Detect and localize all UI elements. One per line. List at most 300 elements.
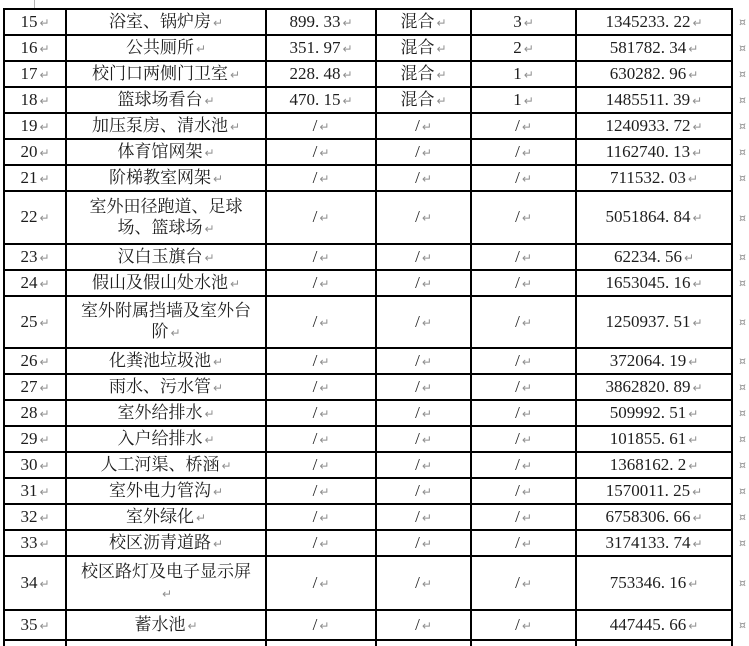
cell-floors[interactable] <box>470 505 575 529</box>
cell-name[interactable] <box>65 479 265 503</box>
cell-no[interactable] <box>3 349 65 373</box>
row-end-mark: ¤ <box>739 67 746 81</box>
paragraph-mark: ↵ <box>39 276 50 291</box>
no-text: 25 <box>20 311 38 331</box>
paragraph-mark: ↵ <box>692 15 703 30</box>
cell-content <box>20 167 49 190</box>
row-end-mark: ¤ <box>739 458 746 472</box>
cell-no[interactable] <box>3 62 65 86</box>
cell-structure[interactable] <box>375 245 470 269</box>
paragraph-mark: ↵ <box>421 276 432 291</box>
cell-content <box>610 167 698 190</box>
no-text: 15 <box>20 11 38 31</box>
no-text: 29 <box>20 428 38 448</box>
paragraph-mark: ↵ <box>187 618 198 633</box>
cell-content <box>515 506 532 529</box>
no-text: 19 <box>20 115 38 135</box>
cell-area[interactable] <box>265 62 375 86</box>
paragraph-mark: ↵ <box>687 171 698 186</box>
cell-amount[interactable] <box>575 641 733 646</box>
name-text: 篮球场看台 <box>117 89 203 109</box>
cell-content <box>117 89 214 112</box>
paragraph-mark: ↵ <box>421 250 432 265</box>
cell-no[interactable] <box>3 297 65 347</box>
area-text: 228. 48 <box>289 63 341 83</box>
cell-structure[interactable] <box>375 62 470 86</box>
name-text: 人工河渠、桥涵 <box>100 454 220 474</box>
paragraph-mark: ↵ <box>692 276 703 291</box>
cell-floors[interactable] <box>470 557 575 609</box>
no-text: 31 <box>20 480 38 500</box>
cell-area[interactable] <box>265 166 375 190</box>
cell-structure[interactable] <box>375 557 470 609</box>
cell-content <box>313 141 330 164</box>
paragraph-mark: ↵ <box>421 510 432 525</box>
table-row <box>3 505 746 531</box>
cell-name[interactable] <box>65 401 265 425</box>
cell-content <box>515 454 532 477</box>
cell-name[interactable] <box>65 271 265 295</box>
paragraph-mark: ↵ <box>212 15 224 30</box>
paragraph-mark: ↵ <box>521 380 532 395</box>
cell-floors[interactable] <box>470 453 575 477</box>
cell-content <box>415 480 432 503</box>
cell-structure[interactable] <box>375 611 470 639</box>
cell-amount[interactable] <box>575 453 733 477</box>
cell-floors[interactable] <box>470 531 575 555</box>
cell-name[interactable] <box>65 88 265 112</box>
row-end-mark: ¤ <box>739 119 746 133</box>
area-text: / <box>312 572 318 592</box>
cell-area[interactable] <box>265 192 375 243</box>
paragraph-mark: ↵ <box>521 276 532 291</box>
cell-name[interactable] <box>65 192 265 243</box>
cell-name[interactable] <box>65 557 265 609</box>
cell-area[interactable] <box>265 10 375 34</box>
cell-no[interactable] <box>3 401 65 425</box>
paragraph-mark: ↵ <box>688 41 699 56</box>
cell-name[interactable] <box>65 36 265 60</box>
cell-structure[interactable] <box>375 531 470 555</box>
structure-text: 混合 <box>400 63 435 83</box>
paragraph-mark: ↵ <box>342 67 353 82</box>
table-row <box>3 271 746 297</box>
floors-text: / <box>515 311 520 331</box>
paragraph-mark: ↵ <box>688 618 699 633</box>
cell-content <box>415 206 432 229</box>
cell-amount[interactable] <box>575 36 733 60</box>
paragraph-mark: ↵ <box>521 484 532 499</box>
cell-structure[interactable] <box>375 297 470 347</box>
cell-no[interactable] <box>3 192 65 243</box>
name-text: 浴室、锅炉房 <box>108 11 211 31</box>
table-row <box>3 375 746 401</box>
cell-area[interactable] <box>265 505 375 529</box>
cell-name[interactable] <box>65 375 265 399</box>
cell-no[interactable] <box>3 557 65 609</box>
paragraph-mark: ↵ <box>421 315 432 330</box>
cell-amount[interactable] <box>575 271 733 295</box>
cell-content <box>513 63 534 86</box>
cell-name[interactable] <box>65 505 265 529</box>
floors-text: / <box>515 246 520 266</box>
structure-text: / <box>415 141 420 161</box>
area-text: 470. 15 <box>289 89 341 109</box>
cell-floors[interactable] <box>470 140 575 164</box>
cell-floors[interactable] <box>470 10 575 34</box>
paragraph-mark: ↵ <box>319 250 330 265</box>
cell-content <box>610 454 699 477</box>
cell-floors[interactable] <box>470 297 575 347</box>
cell-area[interactable] <box>265 641 375 646</box>
amount-text: 1368162. 2 <box>609 454 687 474</box>
cell-no[interactable] <box>3 453 65 477</box>
cell-content <box>313 376 330 399</box>
cell-structure[interactable] <box>375 10 470 34</box>
floors-text: / <box>515 167 520 187</box>
paragraph-mark: ↵ <box>436 41 447 56</box>
cell-content <box>610 63 699 86</box>
cell-amount[interactable] <box>575 349 733 373</box>
cell-content <box>515 480 532 503</box>
area-text: / <box>312 115 318 135</box>
no-text: 32 <box>20 506 38 526</box>
cell-content <box>126 506 206 529</box>
cell-amount[interactable] <box>575 611 733 639</box>
paragraph-mark: ↵ <box>39 536 50 551</box>
cell-no[interactable] <box>3 271 65 295</box>
cell-name[interactable] <box>65 140 265 164</box>
paragraph-mark: ↵ <box>421 145 432 160</box>
no-text: 26 <box>20 350 38 370</box>
cell-structure[interactable] <box>375 505 470 529</box>
table-row <box>3 453 746 479</box>
cell-area[interactable] <box>265 140 375 164</box>
cell-content <box>117 402 214 425</box>
cell-area[interactable] <box>265 401 375 425</box>
cell-structure[interactable] <box>375 349 470 373</box>
cell-content <box>610 402 699 425</box>
cell-amount[interactable] <box>575 192 733 243</box>
structure-text: 混合 <box>400 37 435 57</box>
cell-content <box>515 376 532 399</box>
cell-content <box>81 300 251 344</box>
cell-name[interactable] <box>65 245 265 269</box>
cell-floors[interactable] <box>470 192 575 243</box>
paragraph-mark: ↵ <box>421 576 432 591</box>
cell-structure[interactable] <box>375 453 470 477</box>
structure-text: / <box>415 428 420 448</box>
paragraph-mark: ↵ <box>195 41 207 56</box>
cell-area[interactable] <box>265 531 375 555</box>
cell-no[interactable] <box>3 611 65 639</box>
paragraph-mark: ↵ <box>692 93 703 108</box>
cell-amount[interactable] <box>575 427 733 451</box>
cell-name[interactable] <box>65 453 265 477</box>
paragraph-mark: ↵ <box>39 576 50 591</box>
cell-floors[interactable] <box>470 611 575 639</box>
cell-content <box>415 402 432 425</box>
floors-text: / <box>515 207 520 226</box>
cell-area[interactable] <box>265 88 375 112</box>
cell-no[interactable] <box>3 88 65 112</box>
cell-floors[interactable] <box>470 271 575 295</box>
cell-floors[interactable] <box>470 36 575 60</box>
cell-content <box>313 115 330 138</box>
structure-text: / <box>415 506 420 526</box>
cell-area[interactable] <box>265 271 375 295</box>
cell-no[interactable] <box>3 641 65 646</box>
cell-amount[interactable] <box>575 140 733 164</box>
cell-structure[interactable] <box>375 36 470 60</box>
cell-floors[interactable] <box>470 641 575 646</box>
cell-content <box>515 206 532 229</box>
paragraph-mark: ↵ <box>521 510 532 525</box>
amount-text: 62234. 56 <box>613 246 682 266</box>
cell-area[interactable] <box>265 114 375 138</box>
amount-text: 1653045. 16 <box>605 272 691 292</box>
cell-name[interactable] <box>65 10 265 34</box>
cell-content <box>313 350 330 373</box>
floors-text: / <box>515 115 520 135</box>
cell-no[interactable] <box>3 531 65 555</box>
paragraph-mark: ↵ <box>39 250 50 265</box>
paragraph-mark: ↵ <box>319 432 330 447</box>
name-text: 校门口两侧门卫室 <box>91 63 228 83</box>
amount-text: 630282. 96 <box>609 63 687 83</box>
cell-content <box>605 532 702 555</box>
no-text: 33 <box>20 532 38 552</box>
cell-area[interactable] <box>265 427 375 451</box>
paragraph-mark: ↵ <box>421 618 432 633</box>
cell-amount[interactable] <box>575 114 733 138</box>
row-end-mark: ¤ <box>739 15 746 29</box>
floors-text: / <box>515 350 520 370</box>
table-row <box>3 401 746 427</box>
paragraph-mark: ↵ <box>204 250 215 265</box>
no-text: 21 <box>20 167 38 187</box>
cell-no[interactable] <box>3 427 65 451</box>
cell-structure[interactable] <box>375 401 470 425</box>
cell-content <box>313 506 330 529</box>
paragraph-mark: ↵ <box>692 119 703 134</box>
cell-amount[interactable] <box>575 166 733 190</box>
cell-no[interactable] <box>3 479 65 503</box>
cell-name[interactable] <box>65 611 265 639</box>
paragraph-mark: ↵ <box>39 458 50 473</box>
cell-name[interactable] <box>65 427 265 451</box>
cell-structure[interactable] <box>375 192 470 243</box>
cell-floors[interactable] <box>470 401 575 425</box>
data-table <box>3 8 746 646</box>
area-text: / <box>312 480 318 500</box>
cell-name[interactable] <box>65 641 265 646</box>
cell-content <box>610 350 699 373</box>
paragraph-mark: ↵ <box>521 171 532 186</box>
name-text: 室外电力管沟 <box>108 480 211 500</box>
cell-area[interactable] <box>265 245 375 269</box>
cell-floors[interactable] <box>470 88 575 112</box>
paragraph-mark: ↵ <box>692 510 703 525</box>
structure-text: / <box>415 167 420 187</box>
structure-text: / <box>415 614 420 634</box>
paragraph-mark: ↵ <box>39 380 50 395</box>
floors-text: / <box>515 141 520 161</box>
cell-structure[interactable] <box>375 427 470 451</box>
cell-amount[interactable] <box>575 297 733 347</box>
paragraph-mark: ↵ <box>521 145 532 160</box>
cell-amount[interactable] <box>575 479 733 503</box>
no-text: 24 <box>20 272 38 292</box>
cell-name[interactable] <box>65 114 265 138</box>
cell-area[interactable] <box>265 349 375 373</box>
name-text: 公共厕所 <box>125 37 194 57</box>
cell-content <box>117 246 214 269</box>
amount-text: 1485511. 39 <box>605 89 691 109</box>
paragraph-mark: ↵ <box>688 576 699 591</box>
table-row <box>3 479 746 505</box>
cell-content <box>20 614 49 637</box>
cell-structure[interactable] <box>375 140 470 164</box>
cell-no[interactable] <box>3 36 65 60</box>
cell-no[interactable] <box>3 10 65 34</box>
cell-amount[interactable] <box>575 505 733 529</box>
cell-content <box>415 428 432 451</box>
cell-content <box>313 614 330 637</box>
cell-content <box>92 115 240 138</box>
name-text: 室外绿化 <box>125 506 194 526</box>
paragraph-mark: ↵ <box>319 536 330 551</box>
cell-amount[interactable] <box>575 10 733 34</box>
name-text: 加压泵房、清水池 <box>91 115 228 135</box>
paragraph-mark: ↵ <box>212 484 224 499</box>
cell-area[interactable] <box>265 557 375 609</box>
paragraph-mark: ↵ <box>221 458 232 473</box>
paragraph-mark: ↵ <box>421 119 432 134</box>
area-text: / <box>312 167 318 187</box>
area-text: 351. 97 <box>289 37 341 57</box>
cell-content <box>515 532 532 555</box>
cell-content <box>313 428 330 451</box>
cell-no[interactable] <box>3 114 65 138</box>
cell-floors[interactable] <box>470 349 575 373</box>
cell-area[interactable] <box>265 453 375 477</box>
cell-name[interactable] <box>65 166 265 190</box>
cell-floors[interactable] <box>470 245 575 269</box>
cell-floors[interactable] <box>470 62 575 86</box>
cell-structure[interactable] <box>375 479 470 503</box>
paragraph-mark: ↵ <box>319 315 330 330</box>
cell-content <box>109 376 223 399</box>
cell-amount[interactable] <box>575 375 733 399</box>
cell-amount[interactable] <box>575 401 733 425</box>
paragraph-mark: ↵ <box>319 510 330 525</box>
cell-area[interactable] <box>265 479 375 503</box>
amount-text: 3862820. 89 <box>605 376 691 396</box>
cell-floors[interactable] <box>470 375 575 399</box>
cell-amount[interactable] <box>575 531 733 555</box>
row-end-mark: ¤ <box>739 406 746 420</box>
structure-text: / <box>415 376 420 396</box>
table-row-partial <box>3 641 733 646</box>
cell-name[interactable] <box>65 531 265 555</box>
no-text: 16 <box>20 37 38 57</box>
cell-structure[interactable] <box>375 271 470 295</box>
cell-content <box>20 311 49 334</box>
cell-name[interactable] <box>65 297 265 347</box>
cell-content <box>109 532 223 555</box>
paragraph-mark: ↵ <box>39 510 50 525</box>
paragraph-mark: ↵ <box>39 432 50 447</box>
paragraph-mark: ↵ <box>229 276 241 291</box>
row-end-mark: ¤ <box>739 41 746 55</box>
cell-amount[interactable] <box>575 88 733 112</box>
paragraph-mark: ↵ <box>523 41 534 56</box>
cell-content <box>606 89 702 112</box>
cell-name[interactable] <box>65 349 265 373</box>
paragraph-mark: ↵ <box>319 145 330 160</box>
paragraph-mark: ↵ <box>170 326 181 340</box>
floors-text: 3 <box>513 11 522 31</box>
paragraph-mark: ↵ <box>688 406 699 421</box>
cell-floors[interactable] <box>470 114 575 138</box>
paragraph-mark: ↵ <box>421 458 432 473</box>
structure-text: / <box>415 311 420 331</box>
name-text: 入户给排水 <box>117 428 203 448</box>
floors-text: / <box>515 272 520 292</box>
cell-floors[interactable] <box>470 427 575 451</box>
cell-no[interactable] <box>3 166 65 190</box>
paragraph-mark: ↵ <box>342 41 353 56</box>
cell-structure[interactable] <box>375 114 470 138</box>
cell-structure[interactable] <box>375 641 470 646</box>
amount-text: 6758306. 66 <box>605 506 691 526</box>
amount-text: 509992. 51 <box>609 402 687 422</box>
paragraph-mark: ↵ <box>521 458 532 473</box>
cell-amount[interactable] <box>575 62 733 86</box>
cell-content <box>289 89 352 112</box>
cell-amount[interactable] <box>575 245 733 269</box>
paragraph-mark: ↵ <box>204 93 215 108</box>
cell-content <box>415 115 432 138</box>
name-text: 雨水、污水管 <box>108 376 211 396</box>
cell-no[interactable] <box>3 375 65 399</box>
cell-structure[interactable] <box>375 375 470 399</box>
cell-no[interactable] <box>3 245 65 269</box>
area-text: / <box>312 506 318 526</box>
cell-floors[interactable] <box>470 479 575 503</box>
structure-text: / <box>415 532 420 552</box>
cell-area[interactable] <box>265 375 375 399</box>
cell-name[interactable] <box>65 62 265 86</box>
cell-area[interactable] <box>265 297 375 347</box>
cell-no[interactable] <box>3 505 65 529</box>
cell-amount[interactable] <box>575 557 733 609</box>
row-end-mark: ¤ <box>739 484 746 498</box>
cell-content <box>515 167 532 190</box>
cell-area[interactable] <box>265 36 375 60</box>
cell-structure[interactable] <box>375 88 470 112</box>
paragraph-mark: ↵ <box>683 250 695 265</box>
cell-area[interactable] <box>265 611 375 639</box>
cell-floors[interactable] <box>470 166 575 190</box>
cell-structure[interactable] <box>375 166 470 190</box>
area-text: / <box>312 454 318 474</box>
cell-content <box>20 11 49 34</box>
floors-text: / <box>515 572 520 592</box>
cell-content <box>289 11 352 34</box>
cell-no[interactable] <box>3 140 65 164</box>
